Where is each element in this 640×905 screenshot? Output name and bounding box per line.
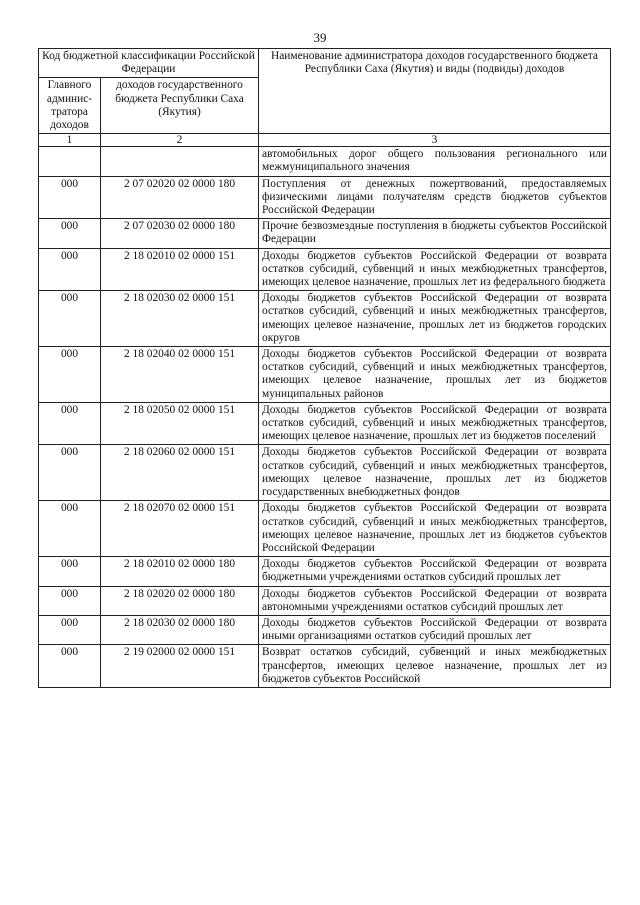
admin-code-cell: 000 [39, 291, 101, 347]
header-admin-column: Главного админис-тратора доходов [39, 78, 101, 134]
header-column-number-3: 3 [259, 134, 611, 147]
table-row [39, 147, 611, 176]
header-group-title: Код бюджетной классификации Российской Федерации [39, 49, 259, 78]
header-name-column: Наименование администратора доходов государственного бюджета Республики Саха (Якутия) и виды (подвиды) доходов [259, 49, 611, 134]
table-row [39, 615, 611, 644]
admin-code-cell: 000 [39, 248, 101, 291]
income-description-cell: Доходы бюджетов субъектов Российской Федерации от возврата остатков субсидий, субвенций и иных межбюджетных трансфертов, имеющих целевое назначение, прошлых лет из бюджетов городских округов [259, 291, 611, 347]
income-code-cell: 2 07 02020 02 0000 180 [101, 176, 259, 219]
income-code-cell: 2 18 02030 02 0000 151 [101, 291, 259, 347]
income-code-cell: 2 18 02020 02 0000 180 [101, 586, 259, 615]
table-row [39, 176, 611, 219]
admin-code-cell: 000 [39, 402, 101, 445]
table-row [39, 291, 611, 347]
table-body [39, 147, 611, 688]
income-description-cell: автомобильных дорог общего пользования регионального или межмуниципального значения [259, 147, 611, 176]
admin-code-cell: 000 [39, 615, 101, 644]
income-code-cell: 2 18 02040 02 0000 151 [101, 347, 259, 403]
admin-code-cell: 000 [39, 176, 101, 219]
income-description-cell: Поступления от денежных пожертвований, предоставляемых физическими лицами получателям средств бюджетов субъектов Российской Федерации [259, 176, 611, 219]
income-code-cell: 2 07 02030 02 0000 180 [101, 219, 259, 248]
table-row [39, 645, 611, 688]
admin-code-cell: 000 [39, 586, 101, 615]
income-code-cell: 2 18 02010 02 0000 180 [101, 557, 259, 586]
income-description-cell: Доходы бюджетов субъектов Российской Федерации от возврата остатков субсидий, субвенций и иных межбюджетных трансфертов, имеющих целевое назначение, прошлых лет из бюджетов муниципальных районов [259, 347, 611, 403]
income-description-cell: Доходы бюджетов субъектов Российской Федерации от возврата остатков субсидий, субвенций и иных межбюджетных трансфертов, имеющих целевое назначение, прошлых лет из бюджетов поселений [259, 402, 611, 445]
income-code-cell: 2 18 02070 02 0000 151 [101, 501, 259, 557]
income-code-cell: 2 18 02010 02 0000 151 [101, 248, 259, 291]
header-column-number-1: 1 [39, 134, 101, 147]
admin-code-cell: 000 [39, 347, 101, 403]
income-code-cell [101, 147, 259, 176]
income-code-cell: 2 19 02000 02 0000 151 [101, 645, 259, 688]
income-description-cell: Доходы бюджетов субъектов Российской Федерации от возврата бюджетными учреждениями остатков субсидий прошлых лет [259, 557, 611, 586]
income-code-cell: 2 18 02060 02 0000 151 [101, 445, 259, 501]
income-description-cell: Доходы бюджетов субъектов Российской Федерации от возврата остатков субсидий, субвенций и иных межбюджетных трансфертов, имеющих целевое назначение, прошлых лет из бюджетов субъектов Российской Федерации [259, 501, 611, 557]
table-row [39, 501, 611, 557]
admin-code-cell: 000 [39, 501, 101, 557]
admin-code-cell: 000 [39, 445, 101, 501]
table-header [39, 49, 611, 147]
income-code-cell: 2 18 02050 02 0000 151 [101, 402, 259, 445]
admin-code-cell: 000 [39, 557, 101, 586]
page-number: 39 [313, 30, 327, 45]
income-description-cell: Доходы бюджетов субъектов Российской Федерации от возврата автономными учреждениями остатков субсидий прошлых лет [259, 586, 611, 615]
income-code-cell: 2 18 02030 02 0000 180 [101, 615, 259, 644]
income-description-cell: Прочие безвозмездные поступления в бюджеты субъектов Российской Федерации [259, 219, 611, 248]
income-description-cell: Доходы бюджетов субъектов Российской Федерации от возврата остатков субсидий, субвенций и иных межбюджетных трансфертов, имеющих целевое назначение, прошлых лет из федерального бюджета [259, 248, 611, 291]
table-row [39, 586, 611, 615]
table-row [39, 347, 611, 403]
table-row [39, 219, 611, 248]
table-row [39, 557, 611, 586]
header-column-number-2: 2 [101, 134, 259, 147]
table-row [39, 445, 611, 501]
income-description-cell: Доходы бюджетов субъектов Российской Федерации от возврата иными организациями остатков субсидий прошлых лет [259, 615, 611, 644]
income-description-cell: Возврат остатков субсидий, субвенций и иных межбюджетных трансфертов, имеющих целевое назначение, прошлых лет из бюджетов субъектов Российской [259, 645, 611, 688]
admin-code-cell: 000 [39, 219, 101, 248]
admin-code-cell: 000 [39, 645, 101, 688]
admin-code-cell [39, 147, 101, 176]
income-description-cell: Доходы бюджетов субъектов Российской Федерации от возврата остатков субсидий, субвенций и иных межбюджетных трансфертов, имеющих целевое назначение, прошлых лет из бюджетов государственных внебюджетных фондов [259, 445, 611, 501]
header-income-column: доходов государственного бюджета Республики Саха (Якутия) [101, 78, 259, 134]
budget-classification-table [38, 48, 611, 688]
table-row [39, 402, 611, 445]
table-row [39, 248, 611, 291]
